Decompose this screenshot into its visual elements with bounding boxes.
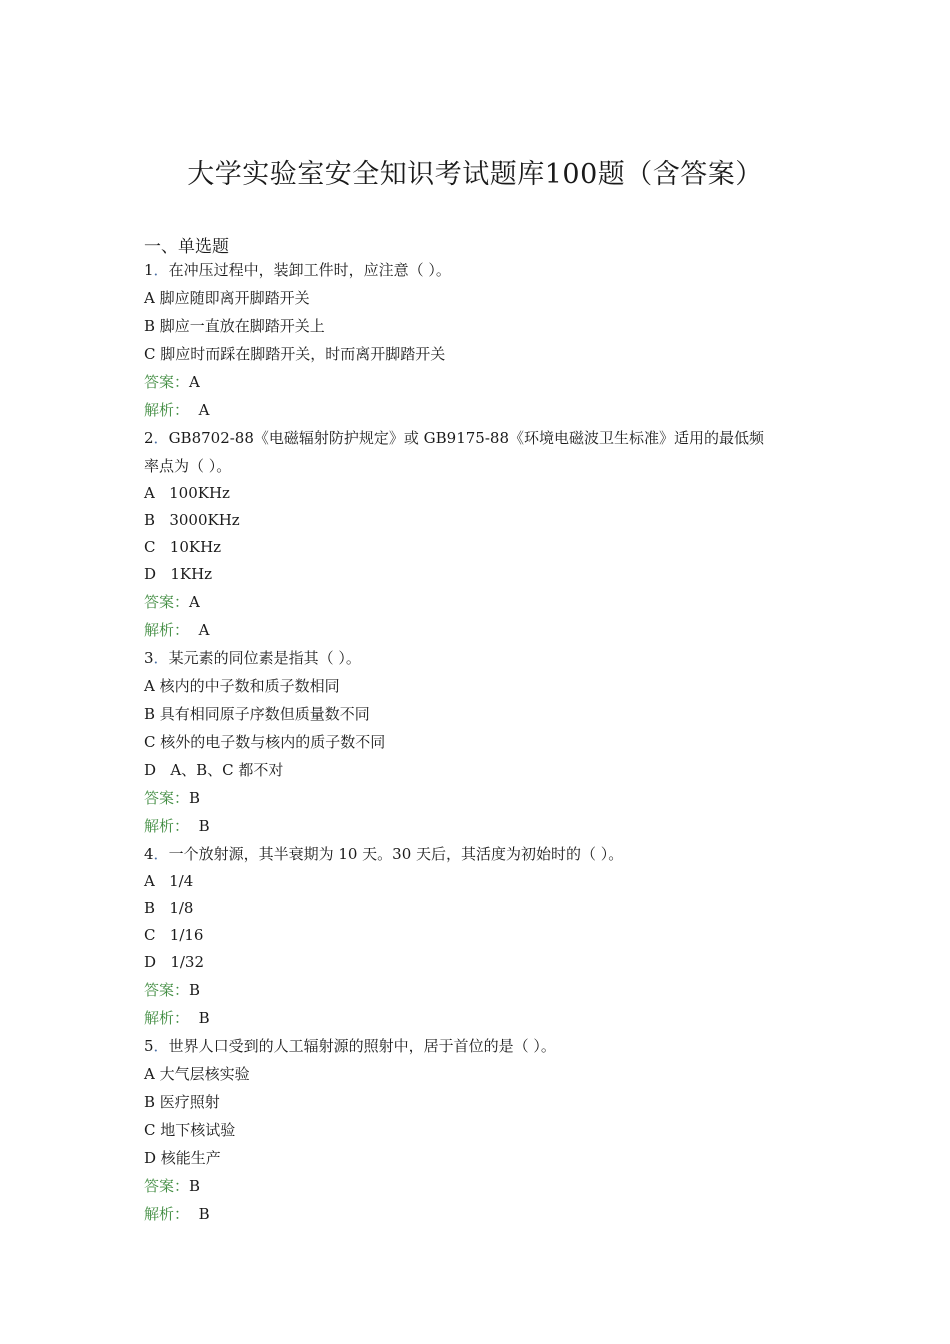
question-number: 1． — [144, 261, 169, 279]
option: A 脚应随即离开脚踏开关 — [144, 289, 310, 307]
analysis-line: 解析： B — [144, 817, 210, 835]
question-number: 2． — [144, 429, 169, 447]
section-heading: 一、单选题 — [144, 237, 229, 257]
option: D 核能生产 — [144, 1149, 221, 1167]
question-list — [144, 256, 824, 1228]
analysis-line: 解析： A — [144, 621, 210, 639]
analysis-line: 解析： A — [144, 401, 210, 419]
option: B 医疗照射 — [144, 1093, 220, 1111]
answer-line: 答案：A — [144, 373, 200, 391]
question-stem: 4．一个放射源，其半衰期为 10 天。30 天后，其活度为初始时的（ ）。 — [144, 845, 624, 863]
answer-line: 答案：B — [144, 1177, 201, 1195]
option: C 脚应时而踩在脚踏开关，时而离开脚踏开关 — [144, 345, 446, 363]
answer-line: 答案：A — [144, 593, 200, 611]
question-4 — [144, 840, 824, 1032]
analysis-line: 解析： B — [144, 1009, 210, 1027]
option: A 1/4 — [144, 872, 194, 890]
question-5 — [144, 1032, 824, 1228]
question-stem: 3．某元素的同位素是指其（ ）。 — [144, 649, 361, 667]
analysis-line: 解析： B — [144, 1205, 210, 1223]
question-number: 3． — [144, 649, 169, 667]
option: C 核外的电子数与核内的质子数不同 — [144, 733, 386, 751]
question-stem: 5．世界人口受到的人工辐射源的照射中，居于首位的是（ ）。 — [144, 1037, 556, 1055]
answer-line: 答案：B — [144, 789, 201, 807]
option: B 具有相同原子序数但质量数不同 — [144, 705, 370, 723]
option: C 1/16 — [144, 926, 204, 944]
option: D 1KHz — [144, 565, 213, 583]
question-stem: 1．在冲压过程中，装卸工件时，应注意（ ）。 — [144, 261, 451, 279]
option: A 大气层核实验 — [144, 1065, 250, 1083]
question-3 — [144, 644, 824, 840]
option: D A、B、C 都不对 — [144, 761, 284, 779]
question-1 — [144, 256, 824, 424]
question-number: 4． — [144, 845, 169, 863]
option: A 核内的中子数和质子数相同 — [144, 677, 340, 695]
option: B 1/8 — [144, 899, 194, 917]
question-2 — [144, 424, 824, 644]
option: C 10KHz — [144, 538, 222, 556]
answer-line: 答案：B — [144, 981, 201, 999]
question-stem-continued: 率点为（ ）。 — [144, 457, 232, 475]
option: D 1/32 — [144, 953, 205, 971]
question-stem: 2．GB8702-88《电磁辐射防护规定》或 GB9175-88《环境电磁波卫生标准》适用的最低频 — [144, 429, 765, 447]
question-number: 5． — [144, 1037, 169, 1055]
option: C 地下核试验 — [144, 1121, 236, 1139]
option: A 100KHz — [144, 484, 230, 502]
option: B 3000KHz — [144, 511, 240, 529]
document-title: 大学实验室安全知识考试题库100题（含答案） — [187, 159, 763, 190]
option: B 脚应一直放在脚踏开关上 — [144, 317, 325, 335]
